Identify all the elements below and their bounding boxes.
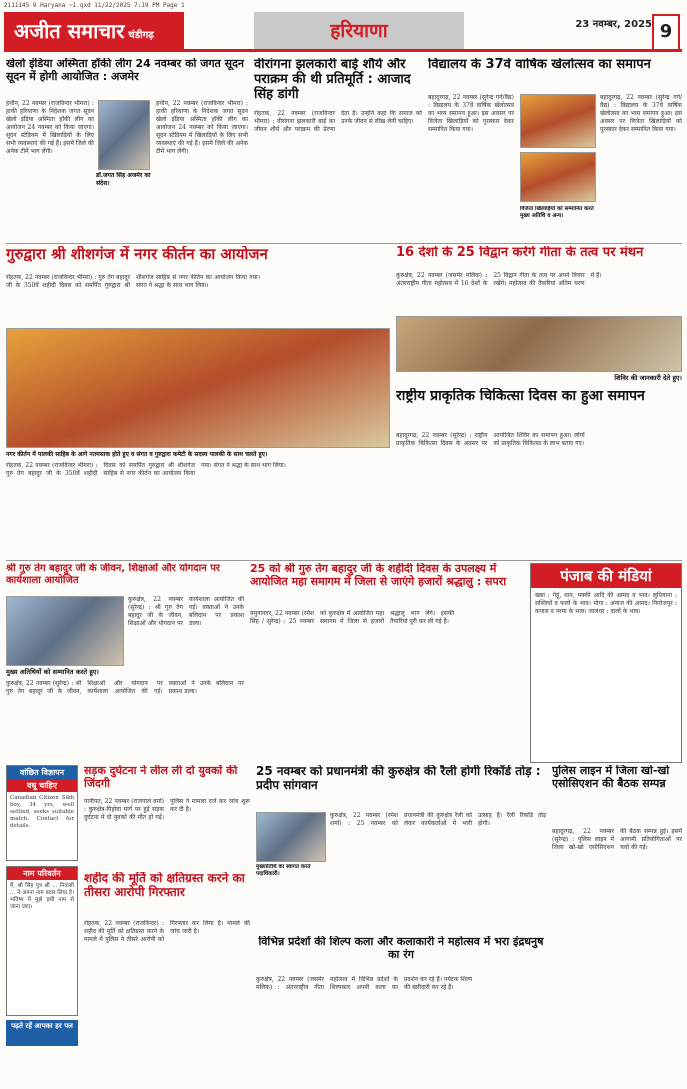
article-3-photo-bottom bbox=[520, 152, 596, 202]
article-13-headline: विभिन्न प्रदेशों की शिल्प कला और कलाकारी ने महोत्सव में भरा इंद्रधनुष का रंग bbox=[258, 936, 544, 961]
article-13-body: कुरुक्षेत्र, 22 नवम्बर (जसमेर मलिक) : अंतरराष्ट्रीय गीता महोत्सव में विभिन्न प्रदेशों के शिल्पकार अपनी कला का प्रदर्शन कर रहे हैं। पर्यटक शिल्प की खरीदारी कर रहे हैं। bbox=[256, 976, 472, 991]
article-4-headline: गुरुद्वारा श्री शीशगंज में नगर कीर्तन का आयोजन bbox=[6, 246, 268, 263]
article-12-body: रोहतक, 22 नवम्बर (राजविन्दर) : शहीद की मूर्ति को क्षतिग्रस्त करने के मामले में पुलिस ने तीसरे आरोपी को गिरफ्तार कर लिया है। मामले की जांच जारी है। bbox=[84, 920, 250, 943]
page-number: 9 bbox=[652, 14, 680, 52]
panjab-mandi-box bbox=[530, 563, 682, 763]
newspaper-brand bbox=[4, 12, 184, 50]
article-12-headline: शहीद की मूर्ति को क्षतिग्रस्त करने का तीसरा आरोपी गिरफ्तार bbox=[84, 872, 245, 899]
section-title: हरियाणा bbox=[254, 12, 464, 50]
panjab-mandi-title: पंजाब की मंडियां bbox=[531, 564, 681, 588]
print-info-strip: 2111145 9 Haryana ~1.qxd 11/22/2025 7:19 PM Page 1 bbox=[4, 2, 185, 9]
article-6-headline: राष्ट्रीय प्राकृतिक चिकित्सा दिवस का हुआ समापन bbox=[396, 388, 645, 404]
article-3-body: बहादुरगढ़, 22 नवम्बर (सुरेन्द्र गर्ग/वैद्य) : विद्यालय के 37वें वार्षिक खेलोत्सव का भव्य समापन हुआ। इस अवसर पर विजेता खिलाड़ियों को पुरस्कार देकर सम्मानित किया गया। bbox=[428, 94, 514, 133]
article-3-photo-caption: विजेता खिलाड़ियों को सम्मानित करते मुख्य अतिथि व अन्य। bbox=[520, 206, 594, 219]
wanted-ad-box bbox=[6, 765, 78, 861]
article-7-photo-caption: मुख्य अतिथियों को सम्मानित करते हुए। bbox=[6, 668, 99, 676]
section-divider bbox=[6, 243, 682, 244]
article-10-photo bbox=[256, 812, 326, 862]
article-3-body-col3: बहादुरगढ़, 22 नवम्बर (सुरेन्द्र गर्ग/वैद्य) : विद्यालय के 37वें वार्षिक खेलोत्सव का भव्य समापन हुआ। इस अवसर पर विजेता खिलाड़ियों को पुरस्कार देकर सम्मानित किया गया। bbox=[600, 94, 682, 133]
subscribe-banner: पढ़ते रहें आपका हर पल bbox=[6, 1020, 78, 1046]
article-1-body: हथीन, 22 नवम्बर (राजविन्दर भीमरा) : हाकी हरियाणा के निदेशक जगत सूदन खेलो इंडिया अस्मिता हॉकी लीग का आयोजन 24 नवम्बर को किया जाएगा। सूदन स्टेडियम में खिलाड़ियों के लिए सभी व्यवस्थाएं की गई हैं। इसमें जिले की अनेक टीमें भाग लेंगी। bbox=[6, 100, 94, 155]
article-10-body: कुरुक्षेत्र, 22 नवम्बर (रमेश शर्मा) : 25 नवम्बर को प्रधानमंत्री की कुरुक्षेत्र रैली को लेकर कार्यकर्ताओं में भारी उत्साह है। रैली रिकॉर्ड तोड़ होगी। bbox=[330, 812, 546, 827]
wanted-ad-body: Canadian Citizen Sikh boy, 34 yrs, well settled, seeks suitable match. Contact for details. bbox=[10, 795, 74, 829]
wanted-ad-title: वांछित विज्ञापन bbox=[7, 766, 77, 779]
article-4-body: रोहतक, 22 नवम्बर (राजविन्दर भीमरा) : गुरु तेग बहादुर जी के 350वें शहीदी दिवस को समर्पित गुरुद्वारा श्री शीशगंज साहिब से नगर कीर्तन का आयोजन किया गया। संगत ने श्रद्धा के साथ भाग लिया। bbox=[6, 274, 260, 289]
article-10-headline: 25 नवम्बर को प्रधानमंत्री की कुरुक्षेत्र की रैली होगी रिकॉर्ड तोड़ : प्रदीप सांगवान bbox=[256, 765, 541, 792]
issue-date: 23 नवम्बर, 2025 bbox=[575, 19, 652, 30]
masthead bbox=[4, 12, 682, 52]
wanted-ad-subtitle: वधू चाहिए bbox=[7, 779, 77, 792]
article-2-body: रोहतक, 22 नवम्बर (राजविन्दर भीमरा) : वीरांगना झलकारी बाई का जीवन शौर्य और पराक्रम की प्रेरणा देता है। उन्होंने कहा कि समाज को उनके जीवन से सीख लेनी चाहिए। bbox=[254, 110, 422, 133]
article-1-photo bbox=[98, 100, 150, 170]
brand-title: अजीत समाचार bbox=[14, 19, 125, 43]
article-7-headline: श्री गुरु तेग बहादुर जी के जीवन, शिक्षाओं और योगदान पर कार्यशाला आयोजित bbox=[6, 563, 220, 586]
article-1-body-col3: हथीन, 22 नवम्बर (राजविन्दर भीमरा) : हाकी हरियाणा के निदेशक जगत सूदन खेलो इंडिया अस्मिता हॉकी लीग का आयोजन 24 नवम्बर को किया जाएगा। सूदन स्टेडियम में खिलाड़ियों के लिए सभी व्यवस्थाएं की गई हैं। इसमें जिले की अनेक टीमें भाग लेंगी। bbox=[156, 100, 248, 155]
article-11-body: बहादुरगढ़, 22 नवम्बर (सुरेन्द्र) : पुलिस लाइन में जिला खो-खो एसोसिएशन की बैठक सम्पन्न हुई। इसमें आगामी प्रतियोगिताओं पर चर्चा की गई। bbox=[552, 828, 682, 851]
article-9-body: पानीपत, 22 नवम्बर (राजपाल वर्मा) : कुरुक्षेत्र-पिहोवा मार्ग पर हुई सड़क दुर्घटना में दो युवकों की मौत हो गई। पुलिस ने मामला दर्ज कर जांच शुरू कर दी है। bbox=[84, 798, 250, 821]
brand-city: चंडीगढ़ bbox=[128, 30, 154, 41]
article-9-headline: सड़क दुर्घटना ने लील ली दो युवकों की जिंदगी bbox=[84, 765, 238, 790]
article-7-body-side: कुरुक्षेत्र, 22 नवम्बर (सुरेन्द्र) : श्री गुरु तेग बहादुर जी के जीवन, शिक्षाओं और योगदान पर कार्यशाला आयोजित की गई। वक्ताओं ने उनके बलिदान पर प्रकाश डाला। bbox=[128, 596, 244, 627]
article-5-body: कुरुक्षेत्र, 22 नवम्बर (जसमेर मलिक) : अंतरराष्ट्रीय गीता महोत्सव में 16 देशों के 25 विद्वान गीता के तत्व पर अपने विचार रखेंगे। महोत्सव की तैयारियां अंतिम चरण में हैं। bbox=[396, 272, 602, 287]
article-6-photo bbox=[396, 316, 682, 372]
article-3-photo-top bbox=[520, 94, 596, 148]
article-2-headline: वीरांगना झलकारी बाई शौर्य और पराक्रम की थी प्रतिमूर्ति : आजाद सिंह डांगी bbox=[254, 58, 411, 102]
article-3-headline: विद्यालय के 37वें वार्षिक खेलोत्सव का समापन bbox=[428, 58, 651, 72]
article-7-photo bbox=[6, 596, 124, 666]
article-6-body: बहादुरगढ़, 22 नवम्बर (सुरेन्द्र) : राष्ट्रीय प्राकृतिक चिकित्सा दिवस के अवसर पर आयोजित शिविर का समापन हुआ। लोगों को प्राकृतिक चिकित्सा के लाभ बताए गए। bbox=[396, 432, 585, 447]
name-change-title: नाम परिवर्तन bbox=[7, 867, 77, 880]
article-11-headline: पुलिस लाइन में जिला खो-खो एसोसिएशन की बैठक सम्पन्न bbox=[552, 765, 670, 790]
name-change-box bbox=[6, 866, 78, 1016]
article-8-body: यमुनानगर, 22 नवम्बर (रमेश सिंह / सुरेन्द्र) : 25 नवम्बर को कुरुक्षेत्र में आयोजित महा समागम में जिला से हजारों श्रद्धालु भाग लेंगे। इसकी तैयारियां पूरी कर ली गई हैं। bbox=[250, 610, 454, 625]
article-1-headline: खेलो इंडिया अस्मिता हॉकी लीग 24 नवम्बर को जगत सूदन सूदन में होगी आयोजित : अजमेर bbox=[6, 58, 245, 83]
article-10-photo-caption: मुख्यातिथि का स्वागत करते पदाधिकारी। bbox=[256, 864, 311, 877]
section-divider-2 bbox=[6, 560, 682, 561]
article-6-photo-caption: शिविर की जानकारी देते हुए। bbox=[614, 374, 682, 382]
article-5-headline: 16 देशों के 25 विद्वान करेंगे गीता के तत्व पर मंथन bbox=[396, 246, 644, 260]
article-7-body: कुरुक्षेत्र, 22 नवम्बर (सुरेन्द्र) : श्री गुरु तेग बहादुर जी के जीवन, शिक्षाओं और योगदान पर कार्यशाला आयोजित की गई। वक्ताओं ने उनके बलिदान पर प्रकाश डाला। bbox=[6, 680, 244, 695]
article-1-photo-caption: डॉ.जगत सिंह अजमेर का संदेश। bbox=[96, 172, 151, 187]
article-4-photo-caption: नगर कीर्तन में पालकी साहिब के आगे नतमस्तक होते हुए व संगत व गुरुद्वारा कमेटी के सदस्य पालकी के साथ चलते हुए। bbox=[6, 451, 268, 458]
article-4-body-continued: रोहतक, 22 नवम्बर (राजविन्दर भीमरा) : गुरु तेग बहादुर जी के 350वें शहीदी दिवस को समर्पित गुरुद्वारा श्री शीशगंज साहिब से नगर कीर्तन का आयोजन किया गया। संगत ने श्रद्धा के साथ भाग लिया। bbox=[6, 462, 286, 477]
article-8-headline: 25 को श्री गुरु तेग बहादुर जी के शहीदी दिवस के उपलक्ष्य में आयोजित महा समागम में जिला से जाएंगे हजारों श्रद्धालु : सपरा bbox=[250, 563, 507, 588]
name-change-body: मैं, श्री सिंह पुत्र श्री ... निवासी ... ने अपना नाम बदल लिया है। भविष्य में मुझे इसी नाम से जाना जाए। bbox=[10, 883, 74, 910]
article-4-photo bbox=[6, 328, 390, 448]
panjab-mandi-body: खन्ना : गेहूं, धान, मक्की आदि की आमद व भाव। लुधियाना : सब्जियों व फलों के भाव। मोगा : अनाज की आमद। फिरोजपुर : कपास व नरमा के भाव। जालंधर : दालों के भाव। bbox=[535, 592, 677, 615]
